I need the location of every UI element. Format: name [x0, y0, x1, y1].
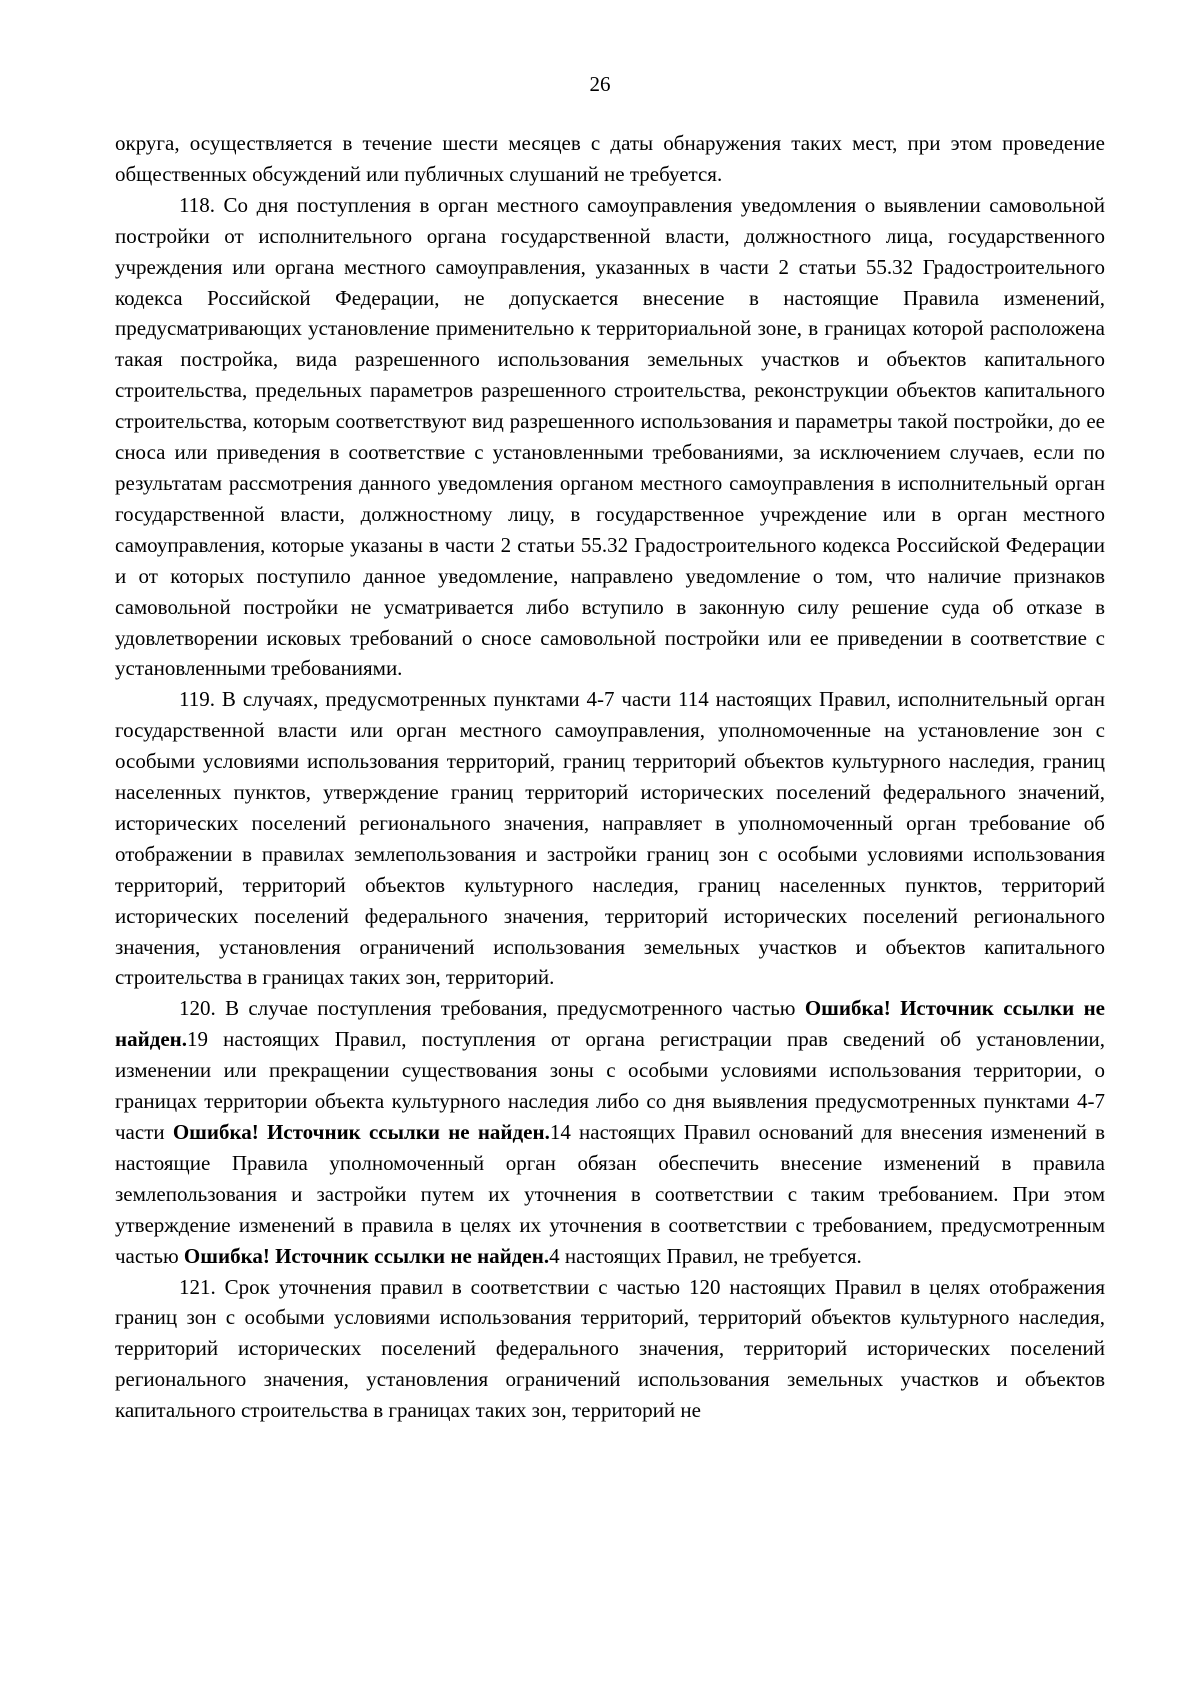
reference-error-text: Ошибка! Источник ссылки не найден.: [183, 1243, 550, 1268]
paragraph-120: [115, 993, 1105, 1271]
paragraph-continuation: [115, 128, 1105, 190]
page-number: 26: [589, 72, 611, 96]
paragraph-text: 4 настоящих Правил, не требуется.: [549, 1243, 862, 1268]
reference-error-text: Ошибка! Источник ссылки не найден.: [115, 996, 1106, 1052]
paragraph-121: [115, 1272, 1105, 1427]
reference-error-text: Ошибка! Источник ссылки не найден.: [172, 1120, 550, 1144]
paragraph-118: [115, 190, 1105, 685]
document-body: [115, 128, 1105, 1426]
paragraph-text: округа, осуществляется в течение шести месяцев с даты обнаружения таких мест, при этом проведение общественных обсуждений или публичных слушаний не требуется.: [115, 131, 1105, 186]
paragraph-text: 120. В случае поступления требования, предусмотренного частью: [179, 996, 805, 1021]
paragraph-text: 19 настоящих Правил, поступления от органа регистрации прав сведений об установлении, изменении или прекращении существования зоны с особыми условиями использования территории, о границах территории объекта культурного наследия либо со дня выявления предусмотренных пунктами 4-7 части: [115, 1027, 1105, 1144]
paragraph-119: [115, 684, 1105, 993]
paragraph-text: 14 настоящих Правил оснований для внесения изменений в настоящие Правила уполномоченный орган обязан обеспечить внесение изменений в правила землепользования и застройки путем их уточнения в соответствии с таким требованием. При этом утверждение изменений в правила в целях их уточнения в соответствии с требованием, предусмотренным частью: [115, 1120, 1105, 1268]
paragraph-text: 119. В случаях, предусмотренных пунктами 4-7 части 114 настоящих Правил, исполнительный орган государственной власти или орган местного самоуправления, уполномоченные на установление зон с особыми условиями использования территорий, границ территорий объектов культурного наследия, границ населенных пунктов, утверждение границ территорий исторических поселений федерального значений, исторических поселений регионального значения, направляет в уполномоченный орган требование об отображении в правилах землепользования и застройки границ зон с особыми условиями использования территорий, территорий объектов культурного наследия, границ населенных пунктов, территорий исторических поселений федерального значения, территорий исторических поселений регионального значения, установления ограничений использования земельных участков и объектов капитального строительства в границах таких зон, территорий.: [115, 687, 1105, 990]
paragraph-text: 118. Со дня поступления в орган местного самоуправления уведомления о выявлении самовольной постройки от исполнительного органа государственной власти, должностного лица, государственного учреждения или органа местного самоуправления, указанных в части 2 статьи 55.32 Градостроительного кодекса Российской Федерации, не допускается внесение в настоящие Правила изменений, предусматривающих установление применительно к территориальной зоне, в границах которой расположена такая постройка, вида разрешенного использования земельных участков и объектов капитального строительства, предельных параметров разрешенного строительства, реконструкции объектов капитального строительства, которым соответствуют вид разрешенного использования и параметры такой постройки, до ее сноса или приведения в соответствие с установленными требованиями, за исключением случаев, если по результатам рассмотрения данного уведомления органом местного самоуправления в исполнительный орган государственной власти, должностному лицу, в государственное учреждение или в орган местного самоуправления, которые указаны в части 2 статьи 55.32 Градостроительного кодекса Российской Федерации и от которых поступило данное уведомление, направлено уведомление о том, что наличие признаков самовольной постройки не усматривается либо вступило в законную силу решение суда об отказе в удовлетворении исковых требований о сносе самовольной постройки или ее приведении в соответствие с установленными требованиями.: [115, 192, 1105, 681]
paragraph-text: 121. Срок уточнения правил в соответствии с частью 120 настоящих Правил в целях отображения границ зон с особыми условиями использования территорий, территорий объектов культурного наследия, территорий исторических поселений федерального значения, территорий исторических поселений регионального значения, установления ограничений использования земельных участков и объектов капитального строительства в границах таких зон, территорий не: [115, 1274, 1105, 1423]
